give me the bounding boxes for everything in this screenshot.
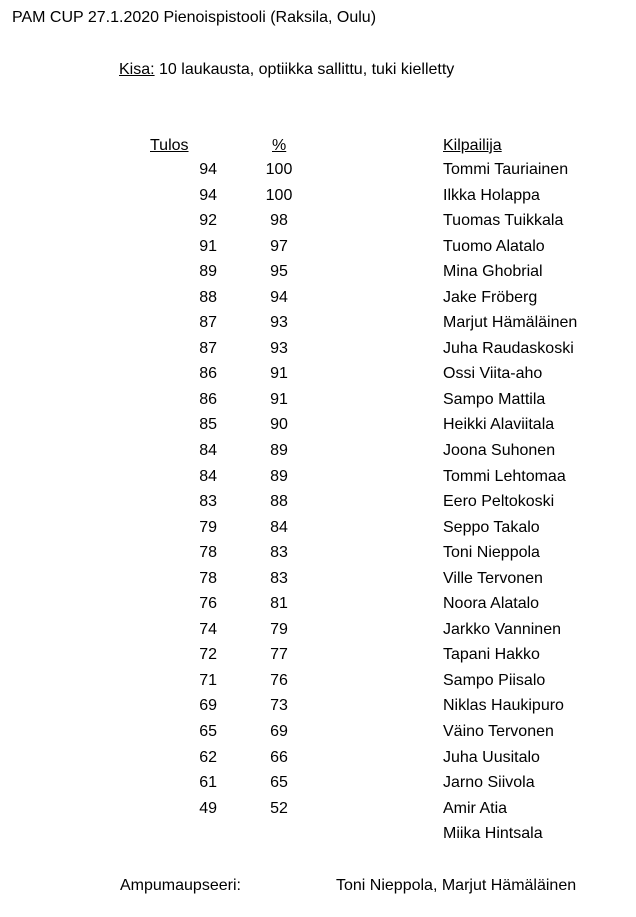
table-row	[0, 773, 636, 799]
results-table	[0, 160, 636, 850]
score-cell: 69	[199, 697, 217, 715]
percent-cell: 97	[270, 237, 288, 255]
percent-cell: 93	[270, 339, 288, 357]
score-cell: 84	[199, 467, 217, 485]
score-cell: 49	[199, 799, 217, 817]
table-row	[0, 262, 636, 288]
score-cell: 87	[199, 339, 217, 357]
score-cell: 86	[199, 365, 217, 383]
score-cell: 83	[199, 493, 217, 511]
table-row	[0, 671, 636, 697]
column-header-score: Tulos	[150, 137, 189, 154]
table-row	[0, 748, 636, 774]
table-row	[0, 824, 636, 850]
competitor-cell: Tommi Tauriainen	[443, 161, 569, 178]
score-cell: 74	[199, 620, 217, 638]
table-row	[0, 569, 636, 595]
table-row	[0, 186, 636, 212]
table-row	[0, 364, 636, 390]
table-row	[0, 620, 636, 646]
percent-cell: 89	[270, 442, 288, 460]
table-row	[0, 211, 636, 237]
contest-label: Kisa:	[119, 61, 155, 78]
table-row	[0, 543, 636, 569]
table-row	[0, 722, 636, 748]
column-header-competitor: Kilpailija	[443, 137, 502, 154]
percent-cell: 100	[265, 161, 293, 178]
table-row	[0, 441, 636, 467]
competitor-cell: Tuomas Tuikkala	[443, 212, 564, 230]
table-row	[0, 799, 636, 825]
percent-cell: 84	[270, 518, 288, 536]
competitor-cell: Amir Atia	[443, 799, 508, 817]
score-cell: 84	[199, 442, 217, 460]
score-cell: 61	[199, 774, 217, 792]
competitor-cell: Väino Tervonen	[443, 723, 554, 741]
table-row	[0, 160, 636, 186]
competitor-cell: Sampo Piisalo	[443, 671, 546, 689]
table-row	[0, 237, 636, 263]
competitor-cell: Sampo Mattila	[443, 390, 546, 408]
document-title: PAM CUP 27.1.2020 Pienoispistooli (Raksila, Oulu)	[12, 9, 377, 26]
percent-cell: 94	[270, 288, 288, 306]
competitor-cell: Tapani Hakko	[443, 646, 540, 664]
percent-cell: 76	[270, 671, 288, 689]
percent-cell: 100	[265, 186, 293, 204]
percent-cell: 66	[270, 748, 288, 766]
percent-cell: 77	[270, 646, 288, 664]
score-cell: 94	[199, 186, 217, 204]
table-row	[0, 313, 636, 339]
range-officer-names: Toni Nieppola, Marjut Hämäläinen	[336, 877, 577, 894]
competitor-cell: Juha Uusitalo	[443, 748, 540, 766]
score-cell: 71	[199, 671, 217, 689]
table-row	[0, 467, 636, 493]
competitor-cell: Mina Ghobrial	[443, 263, 543, 281]
competitor-cell: Niklas Haukipuro	[443, 697, 564, 715]
score-cell: 85	[199, 416, 217, 434]
percent-cell: 90	[270, 416, 288, 434]
percent-cell: 73	[270, 697, 288, 715]
table-row	[0, 696, 636, 722]
competitor-cell: Jarno Siivola	[443, 774, 535, 792]
competitor-cell: Eero Peltokoski	[443, 493, 555, 511]
column-header-percent: %	[272, 137, 287, 154]
range-officer-label: Ampumaupseeri:	[120, 877, 241, 894]
competitor-cell: Tommi Lehtomaa	[443, 467, 566, 485]
percent-cell: 93	[270, 314, 288, 332]
score-cell: 87	[199, 314, 217, 332]
percent-cell: 69	[270, 723, 288, 741]
score-cell: 89	[199, 263, 217, 281]
score-cell: 65	[199, 723, 217, 741]
score-cell: 91	[199, 237, 217, 255]
percent-cell: 81	[270, 595, 288, 613]
table-row	[0, 492, 636, 518]
competitor-cell: Toni Nieppola	[443, 544, 540, 562]
score-cell: 76	[199, 595, 217, 613]
competitor-cell: Noora Alatalo	[443, 595, 540, 613]
competitor-cell: Ilkka Holappa	[443, 186, 540, 204]
percent-cell: 88	[270, 493, 288, 511]
competitor-cell: Seppo Takalo	[443, 518, 540, 536]
score-cell: 78	[199, 544, 217, 562]
competitor-cell: Heikki Alaviitala	[443, 416, 555, 434]
percent-cell: 95	[270, 263, 288, 281]
contest-description	[119, 60, 454, 80]
competitor-cell: Juha Raudaskoski	[443, 339, 574, 357]
score-cell: 79	[199, 518, 217, 536]
score-cell: 88	[199, 288, 217, 306]
score-cell: 78	[199, 569, 217, 587]
competitor-cell: Ville Tervonen	[443, 569, 543, 587]
competitor-cell: Ossi Viita-aho	[443, 365, 543, 383]
score-cell: 94	[199, 161, 217, 178]
competitor-cell: Jarkko Vanninen	[443, 620, 561, 638]
score-cell: 72	[199, 646, 217, 664]
table-row	[0, 645, 636, 671]
percent-cell: 79	[270, 620, 288, 638]
competitor-cell: Tuomo Alatalo	[443, 237, 545, 255]
competitor-cell: Marjut Hämäläinen	[443, 314, 578, 332]
contest-details: 10 laukausta, optiikka sallittu, tuki kielletty	[154, 61, 455, 78]
percent-cell: 91	[270, 365, 288, 383]
percent-cell: 89	[270, 467, 288, 485]
percent-cell: 83	[270, 544, 288, 562]
table-row	[0, 390, 636, 416]
table-row	[0, 339, 636, 365]
score-cell: 62	[199, 748, 217, 766]
score-cell: 86	[199, 390, 217, 408]
percent-cell: 83	[270, 569, 288, 587]
table-row	[0, 518, 636, 544]
competitor-cell: Jake Fröberg	[443, 288, 538, 306]
table-row	[0, 594, 636, 620]
table-row	[0, 415, 636, 441]
percent-cell: 65	[270, 774, 288, 792]
score-cell: 92	[199, 212, 217, 230]
percent-cell: 98	[270, 212, 288, 230]
percent-cell: 52	[270, 799, 288, 817]
competitor-cell: Miika Hintsala	[443, 825, 543, 843]
table-row	[0, 288, 636, 314]
competitor-cell: Joona Suhonen	[443, 442, 556, 460]
percent-cell: 91	[270, 390, 288, 408]
